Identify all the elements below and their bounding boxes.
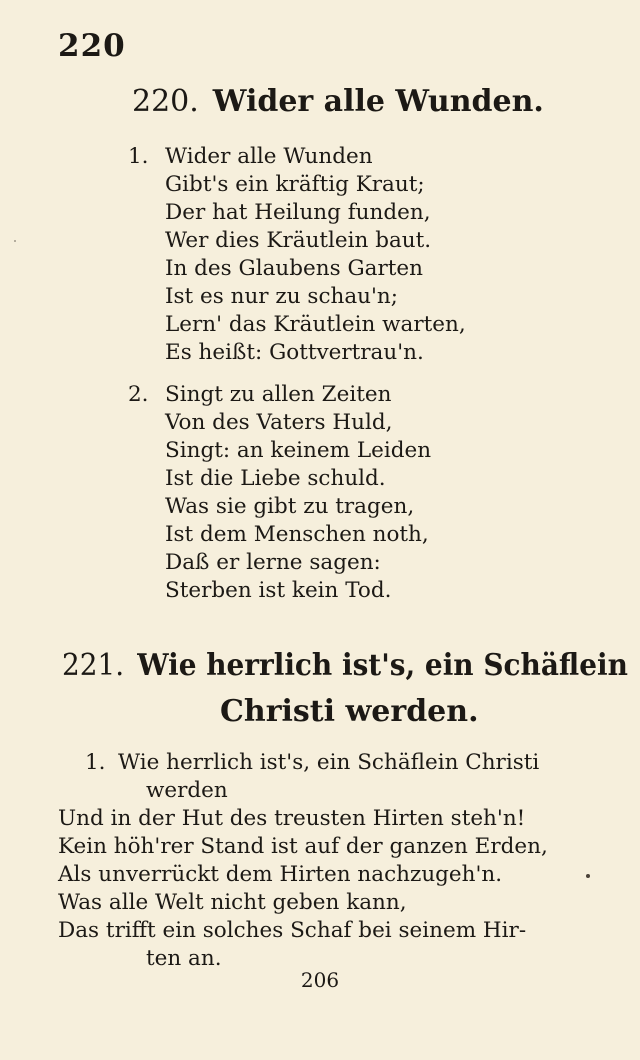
verse-line: Es heißt: Gottvertrau'n. bbox=[165, 340, 424, 365]
hymn-221-verse-1-number: 1. bbox=[85, 750, 106, 775]
verse-line: Als unverrückt dem Hirten nachzugeh'n. bbox=[58, 862, 503, 887]
hymn-221-title bbox=[62, 648, 628, 683]
verse-line: Und in der Hut des treusten Hirten steh'n! bbox=[58, 806, 526, 831]
verse-line: Singt zu allen Zeiten bbox=[165, 382, 392, 407]
verse-line: Der hat Heilung funden, bbox=[165, 200, 431, 225]
hymn-220-verse-1-number: 1. bbox=[128, 144, 149, 169]
verse-line: Ist die Liebe schuld. bbox=[165, 466, 386, 491]
verse-line: Ist dem Menschen noth, bbox=[165, 522, 429, 547]
verse-line: Sterben ist kein Tod. bbox=[165, 578, 392, 603]
hymn-220-number: 220. bbox=[132, 84, 199, 119]
verse-line: Das trifft ein solches Schaf bei seinem Hir- bbox=[58, 918, 527, 943]
verse-line: Daß er lerne sagen: bbox=[165, 550, 381, 575]
hymn-220-title-text: Wider alle Wunden. bbox=[212, 84, 544, 119]
verse-line: Was sie gibt zu tragen, bbox=[165, 494, 415, 519]
hymn-221-title-text: Wie herrlich ist's, ein Schäflein bbox=[137, 648, 628, 683]
verse-line: In des Glaubens Garten bbox=[165, 256, 423, 281]
verse-line: Wider alle Wunden bbox=[165, 144, 373, 169]
verse-line: Singt: an keinem Leiden bbox=[165, 438, 432, 463]
verse-line: Wer dies Kräutlein baut. bbox=[165, 228, 432, 253]
hymn-220-verse-2-number: 2. bbox=[128, 382, 149, 407]
ink-speck bbox=[586, 874, 590, 878]
verse-line: Ist es nur zu schau'n; bbox=[165, 284, 398, 309]
hymn-221-title-line-2: Christi werden. bbox=[220, 694, 479, 729]
verse-line: Von des Vaters Huld, bbox=[165, 410, 393, 435]
hymn-221-number: 221. bbox=[62, 648, 125, 683]
verse-line: ten an. bbox=[146, 946, 222, 971]
verse-line: Was alle Welt nicht geben kann, bbox=[58, 890, 407, 915]
verse-line: Kein höh'rer Stand ist auf der ganzen Erden, bbox=[58, 834, 548, 859]
verse-line: Lern' das Kräutlein warten, bbox=[165, 312, 466, 337]
page-number-footer: 206 bbox=[300, 968, 340, 992]
verse-line: Gibt's ein kräftig Kraut; bbox=[165, 172, 425, 197]
ink-speck bbox=[14, 240, 16, 242]
verse-line: Wie herrlich ist's, ein Schäflein Christi bbox=[118, 750, 540, 775]
verse-line: werden bbox=[146, 778, 228, 803]
hymn-220-title bbox=[132, 84, 544, 119]
page-number-header: 220 bbox=[58, 28, 126, 64]
